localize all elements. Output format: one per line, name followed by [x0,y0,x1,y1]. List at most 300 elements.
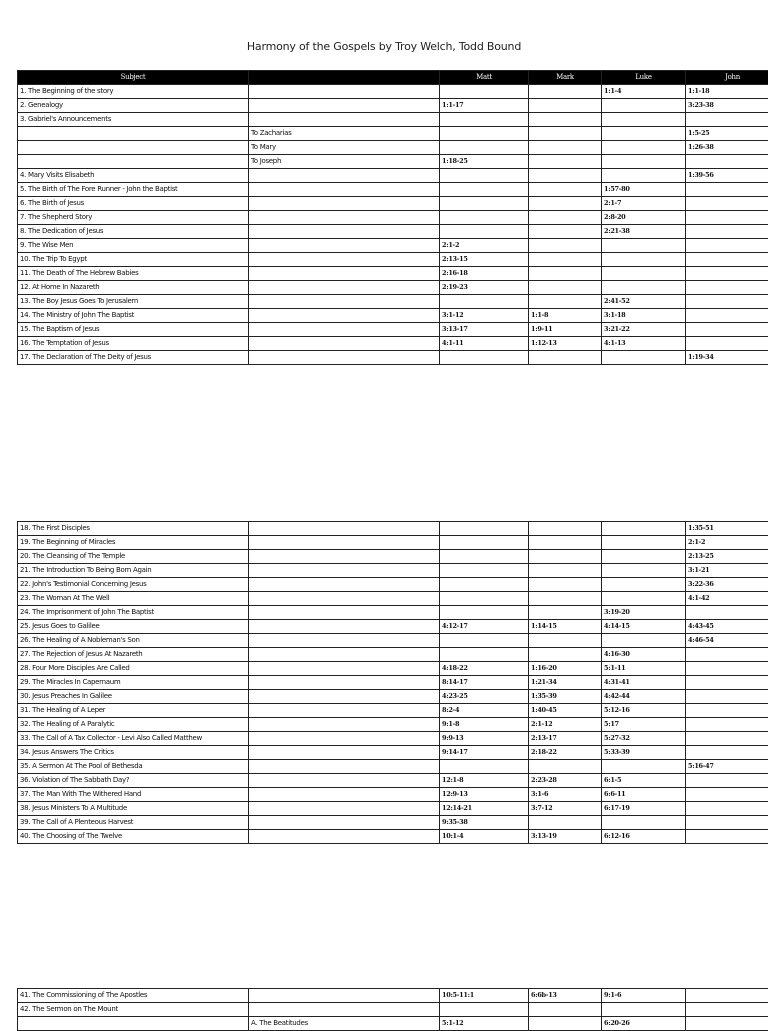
subtopic-cell [249,704,440,718]
luke-ref-cell: 4:16-30 [602,648,686,662]
table-row [18,211,768,225]
subtopic-cell [249,662,440,676]
mark-ref-cell [529,155,602,169]
luke-ref-cell: 2:8-20 [602,211,686,225]
table-row [18,295,768,309]
matt-ref-cell [440,225,529,239]
mark-ref-cell [529,578,602,592]
john-ref-cell [686,323,768,337]
subject-cell [18,155,249,169]
table-row [18,536,768,550]
mark-ref-cell [529,169,602,183]
john-ref-cell: 1:26-38 [686,141,768,155]
table-row [18,564,768,578]
matt-ref-cell [440,295,529,309]
john-ref-cell [686,830,768,844]
matt-ref-cell: 9:14-17 [440,746,529,760]
subtopic-cell [249,592,440,606]
subtopic-cell [249,830,440,844]
luke-ref-cell [602,816,686,830]
table-row [18,760,768,774]
mark-ref-cell [529,592,602,606]
mark-ref-cell [529,351,602,365]
john-ref-cell: 1:5-25 [686,127,768,141]
john-ref-cell: 1:19-34 [686,351,768,365]
matt-ref-cell: 9:9-13 [440,732,529,746]
table-row [18,606,768,620]
john-ref-cell [686,802,768,816]
subject-cell: 35. A Sermon At The Pool of Bethesda [18,760,249,774]
mark-ref-cell [529,816,602,830]
table-row [18,662,768,676]
mark-ref-cell [529,606,602,620]
matt-ref-cell: 4:12-17 [440,620,529,634]
matt-ref-cell [440,183,529,197]
john-ref-cell [686,648,768,662]
matt-ref-cell: 5:1-12 [440,1017,529,1031]
mark-ref-cell: 3:7-12 [529,802,602,816]
subtopic-cell: To Mary [249,141,440,155]
subtopic-cell [249,239,440,253]
subject-cell [18,127,249,141]
john-ref-cell: 2:13-25 [686,550,768,564]
luke-ref-cell [602,522,686,536]
subject-cell: 31. The Healing of A Leper [18,704,249,718]
subtopic-cell: To Zacharias [249,127,440,141]
subtopic-cell [249,225,440,239]
subject-cell: 13. The Boy Jesus Goes To Jerusalem [18,295,249,309]
luke-ref-cell: 4:42-44 [602,690,686,704]
luke-ref-cell: 2:1-7 [602,197,686,211]
subject-cell: 37. The Man With The Withered Hand [18,788,249,802]
luke-ref-cell: 6:12-16 [602,830,686,844]
john-ref-cell [686,732,768,746]
subtopic-cell [249,774,440,788]
matt-ref-cell [440,522,529,536]
table-row [18,337,768,351]
matt-ref-cell: 3:13-17 [440,323,529,337]
subject-cell: 21. The Introduction To Being Born Again [18,564,249,578]
john-ref-cell [686,253,768,267]
subtopic-cell [249,802,440,816]
luke-ref-cell: 6:1-5 [602,774,686,788]
subtopic-cell [249,732,440,746]
luke-ref-cell: 5:27-32 [602,732,686,746]
subtopic-cell [249,718,440,732]
subtopic-cell [249,989,440,1003]
john-ref-cell [686,746,768,760]
subject-cell: 16. The Temptation of Jesus [18,337,249,351]
subtopic-cell [249,578,440,592]
mark-ref-cell [529,85,602,99]
matt-ref-cell [440,113,529,127]
matt-ref-cell: 1:1-17 [440,99,529,113]
table-row [18,225,768,239]
mark-ref-cell [529,127,602,141]
table-row [18,816,768,830]
luke-ref-cell [602,550,686,564]
subject-header: Subject [18,71,249,85]
mark-ref-cell [529,267,602,281]
mark-ref-cell [529,564,602,578]
subject-cell: 6. The Birth of Jesus [18,197,249,211]
table-row [18,113,768,127]
subtopic-cell [249,746,440,760]
subject-cell: 20. The Cleansing of The Temple [18,550,249,564]
matt-ref-cell [440,606,529,620]
subject-cell: 34. Jesus Answers The Critics [18,746,249,760]
matt-ref-cell: 8:2-4 [440,704,529,718]
matt-ref-cell [440,634,529,648]
john-ref-cell [686,211,768,225]
john-header: John [686,71,768,85]
mark-ref-cell: 2:13-17 [529,732,602,746]
table-row [18,522,768,536]
table-row [18,592,768,606]
table-header-row [18,71,768,85]
mark-ref-cell [529,536,602,550]
john-ref-cell [686,704,768,718]
subtopic-header [249,71,440,85]
subtopic-cell [249,676,440,690]
subtopic-cell [249,211,440,225]
subtopic-cell [249,1003,440,1017]
subject-cell: 10. The Trip To Egypt [18,253,249,267]
subtopic-cell: A. The Beatitudes [249,1017,440,1031]
matt-ref-cell: 12:1-8 [440,774,529,788]
john-ref-cell: 3:22-36 [686,578,768,592]
subject-cell: 22. John's Testimonial Concerning Jesus [18,578,249,592]
table-row [18,704,768,718]
table-row [18,989,768,1003]
mark-ref-cell: 2:18-22 [529,746,602,760]
matt-ref-cell [440,578,529,592]
subject-cell: 41. The Commissioning of The Apostles [18,989,249,1003]
subject-cell: 19. The Beginning of Miracles [18,536,249,550]
john-ref-cell [686,774,768,788]
table-row [18,788,768,802]
subtopic-cell [249,323,440,337]
luke-ref-cell: 2:41-52 [602,295,686,309]
document-title: Harmony of the Gospels by Troy Welch, Todd Bound [0,40,768,53]
luke-ref-cell: 4:31-41 [602,676,686,690]
table-row [18,718,768,732]
matt-ref-cell [440,169,529,183]
table-row [18,746,768,760]
subject-cell: 15. The Baptism of Jesus [18,323,249,337]
luke-ref-cell: 2:21-38 [602,225,686,239]
subject-cell: 42. The Sermon on The Mount [18,1003,249,1017]
john-ref-cell: 4:46-54 [686,634,768,648]
luke-ref-cell: 1:1-4 [602,85,686,99]
matt-ref-cell: 2:19-23 [440,281,529,295]
john-ref-cell: 2:1-2 [686,536,768,550]
luke-ref-cell [602,536,686,550]
luke-ref-cell [602,127,686,141]
matt-ref-cell: 12:14-21 [440,802,529,816]
john-ref-cell: 1:39-56 [686,169,768,183]
subtopic-cell [249,99,440,113]
matt-ref-cell: 3:1-12 [440,309,529,323]
matt-ref-cell: 4:18-22 [440,662,529,676]
mark-ref-cell [529,295,602,309]
table-row [18,690,768,704]
subtopic-cell [249,536,440,550]
matt-ref-cell: 8:14-17 [440,676,529,690]
john-ref-cell [686,309,768,323]
luke-ref-cell: 5:17 [602,718,686,732]
luke-ref-cell [602,564,686,578]
mark-ref-cell [529,211,602,225]
subtopic-cell [249,620,440,634]
mark-ref-cell: 1:9-11 [529,323,602,337]
subject-cell: 26. The Healing of A Nobleman's Son [18,634,249,648]
john-ref-cell: 4:43-45 [686,620,768,634]
subject-cell: 24. The Imprisonment of John The Baptist [18,606,249,620]
john-ref-cell: 3:23-38 [686,99,768,113]
subtopic-cell [249,85,440,99]
subject-cell: 9. The Wise Men [18,239,249,253]
mark-ref-cell: 1:16-20 [529,662,602,676]
subtopic-cell [249,337,440,351]
subtopic-cell [249,634,440,648]
subject-cell: 5. The Birth of The Fore Runner - John the Baptist [18,183,249,197]
luke-ref-cell [602,141,686,155]
subtopic-cell [249,788,440,802]
john-ref-cell [686,788,768,802]
luke-ref-cell: 3:1-18 [602,309,686,323]
mark-header: Mark [529,71,602,85]
john-ref-cell [686,690,768,704]
gospel-harmony-table [17,70,768,365]
luke-ref-cell [602,169,686,183]
mark-ref-cell: 1:12-13 [529,337,602,351]
luke-ref-cell [602,634,686,648]
subject-cell: 33. The Call of A Tax Collector - Levi Also Called Matthew [18,732,249,746]
subject-cell: 25. Jesus Goes to Galilee [18,620,249,634]
table-row [18,351,768,365]
mark-ref-cell [529,760,602,774]
matt-ref-cell: 4:1-11 [440,337,529,351]
luke-ref-cell [602,253,686,267]
subtopic-cell [249,816,440,830]
luke-ref-cell [602,99,686,113]
matt-ref-cell: 2:16-18 [440,267,529,281]
john-ref-cell [686,662,768,676]
table-row [18,732,768,746]
luke-ref-cell [602,267,686,281]
mark-ref-cell: 2:1-12 [529,718,602,732]
john-ref-cell [686,606,768,620]
table-row [18,239,768,253]
table-row [18,99,768,113]
matt-ref-cell: 10:5-11:1 [440,989,529,1003]
matt-ref-cell [440,1003,529,1017]
matt-ref-cell: 4:23-25 [440,690,529,704]
john-ref-cell [686,989,768,1003]
subject-cell: 1. The Beginning of the story [18,85,249,99]
subtopic-cell [249,267,440,281]
john-ref-cell: 1:35-51 [686,522,768,536]
luke-ref-cell: 6:20-26 [602,1017,686,1031]
john-ref-cell [686,676,768,690]
john-ref-cell [686,225,768,239]
subject-cell: 14. The Ministry of John The Baptist [18,309,249,323]
john-ref-cell [686,197,768,211]
luke-ref-cell [602,760,686,774]
john-ref-cell [686,295,768,309]
subject-cell: 29. The Miracles In Capernaum [18,676,249,690]
table-row [18,676,768,690]
subject-cell: 17. The Declaration of The Deity of Jesus [18,351,249,365]
luke-header: Luke [602,71,686,85]
subtopic-cell [249,113,440,127]
luke-ref-cell: 1:57-80 [602,183,686,197]
matt-ref-cell [440,564,529,578]
mark-ref-cell: 2:23-28 [529,774,602,788]
subject-cell: 32. The Healing of A Paralytic [18,718,249,732]
table-row [18,578,768,592]
john-ref-cell [686,1003,768,1017]
luke-ref-cell [602,239,686,253]
luke-ref-cell [602,113,686,127]
subject-cell: 40. The Choosing of The Twelve [18,830,249,844]
matt-header: Matt [440,71,529,85]
matt-ref-cell: 2:13-15 [440,253,529,267]
john-ref-cell [686,281,768,295]
mark-ref-cell: 1:14-15 [529,620,602,634]
matt-ref-cell [440,197,529,211]
matt-ref-cell [440,550,529,564]
john-ref-cell [686,113,768,127]
subject-cell: 23. The Woman At The Well [18,592,249,606]
luke-ref-cell: 9:1-6 [602,989,686,1003]
matt-ref-cell [440,760,529,774]
matt-ref-cell: 12:9-13 [440,788,529,802]
subtopic-cell [249,648,440,662]
subject-cell: 8. The Dedication of Jesus [18,225,249,239]
gospel-harmony-table-continued [17,988,768,1031]
mark-ref-cell [529,239,602,253]
luke-ref-cell: 3:19-20 [602,606,686,620]
mark-ref-cell: 6:6b-13 [529,989,602,1003]
subtopic-cell [249,760,440,774]
subtopic-cell [249,550,440,564]
luke-ref-cell: 5:33-39 [602,746,686,760]
subtopic-cell [249,606,440,620]
matt-ref-cell [440,141,529,155]
john-ref-cell: 5:16-47 [686,760,768,774]
subject-cell: 12. At Home In Nazareth [18,281,249,295]
john-ref-cell [686,718,768,732]
subtopic-cell [249,690,440,704]
table-row [18,183,768,197]
table-row [18,620,768,634]
mark-ref-cell [529,253,602,267]
matt-ref-cell [440,351,529,365]
mark-ref-cell [529,141,602,155]
matt-ref-cell [440,211,529,225]
subtopic-cell [249,295,440,309]
table-row [18,197,768,211]
mark-ref-cell [529,197,602,211]
subject-cell: 27. The Rejection of Jesus At Nazareth [18,648,249,662]
john-ref-cell [686,239,768,253]
table-row [18,85,768,99]
subject-cell: 30. Jesus Preaches In Galilee [18,690,249,704]
subject-cell: 7. The Shepherd Story [18,211,249,225]
luke-ref-cell [602,578,686,592]
mark-ref-cell: 1:40-45 [529,704,602,718]
subtopic-cell [249,197,440,211]
subject-cell: 36. Violation of The Sabbath Day? [18,774,249,788]
luke-ref-cell: 4:1-13 [602,337,686,351]
subtopic-cell [249,169,440,183]
luke-ref-cell: 6:17-19 [602,802,686,816]
mark-ref-cell [529,648,602,662]
subject-cell: 28. Four More Disciples Are Called [18,662,249,676]
subtopic-cell [249,564,440,578]
mark-ref-cell [529,225,602,239]
mark-ref-cell [529,522,602,536]
mark-ref-cell [529,99,602,113]
mark-ref-cell [529,281,602,295]
subject-cell: 4. Mary Visits Elisabeth [18,169,249,183]
matt-ref-cell: 9:1-8 [440,718,529,732]
subtopic-cell [249,183,440,197]
table-row [18,267,768,281]
mark-ref-cell: 3:1-6 [529,788,602,802]
table-row [18,802,768,816]
luke-ref-cell [602,1003,686,1017]
subject-cell: 3. Gabriel's Announcements [18,113,249,127]
table-row [18,155,768,169]
luke-ref-cell: 5:1-11 [602,662,686,676]
table-row [18,774,768,788]
matt-ref-cell [440,536,529,550]
subtopic-cell [249,253,440,267]
table-row [18,550,768,564]
luke-ref-cell: 3:21-22 [602,323,686,337]
table-row [18,141,768,155]
table-row [18,1003,768,1017]
matt-ref-cell [440,85,529,99]
john-ref-cell [686,155,768,169]
luke-ref-cell: 4:14-15 [602,620,686,634]
mark-ref-cell [529,183,602,197]
subtopic-cell [249,522,440,536]
matt-ref-cell: 1:18-25 [440,155,529,169]
subtopic-cell [249,309,440,323]
mark-ref-cell: 3:13-19 [529,830,602,844]
mark-ref-cell [529,113,602,127]
table-row [18,253,768,267]
mark-ref-cell: 1:1-8 [529,309,602,323]
luke-ref-cell [602,592,686,606]
john-ref-cell [686,267,768,281]
table-row [18,323,768,337]
mark-ref-cell [529,550,602,564]
matt-ref-cell [440,648,529,662]
table-row [18,309,768,323]
john-ref-cell [686,183,768,197]
luke-ref-cell [602,281,686,295]
subject-cell: 38. Jesus Ministers To A Multitude [18,802,249,816]
mark-ref-cell: 1:35-39 [529,690,602,704]
subtopic-cell [249,281,440,295]
mark-ref-cell: 1:21-34 [529,676,602,690]
john-ref-cell: 3:1-21 [686,564,768,578]
